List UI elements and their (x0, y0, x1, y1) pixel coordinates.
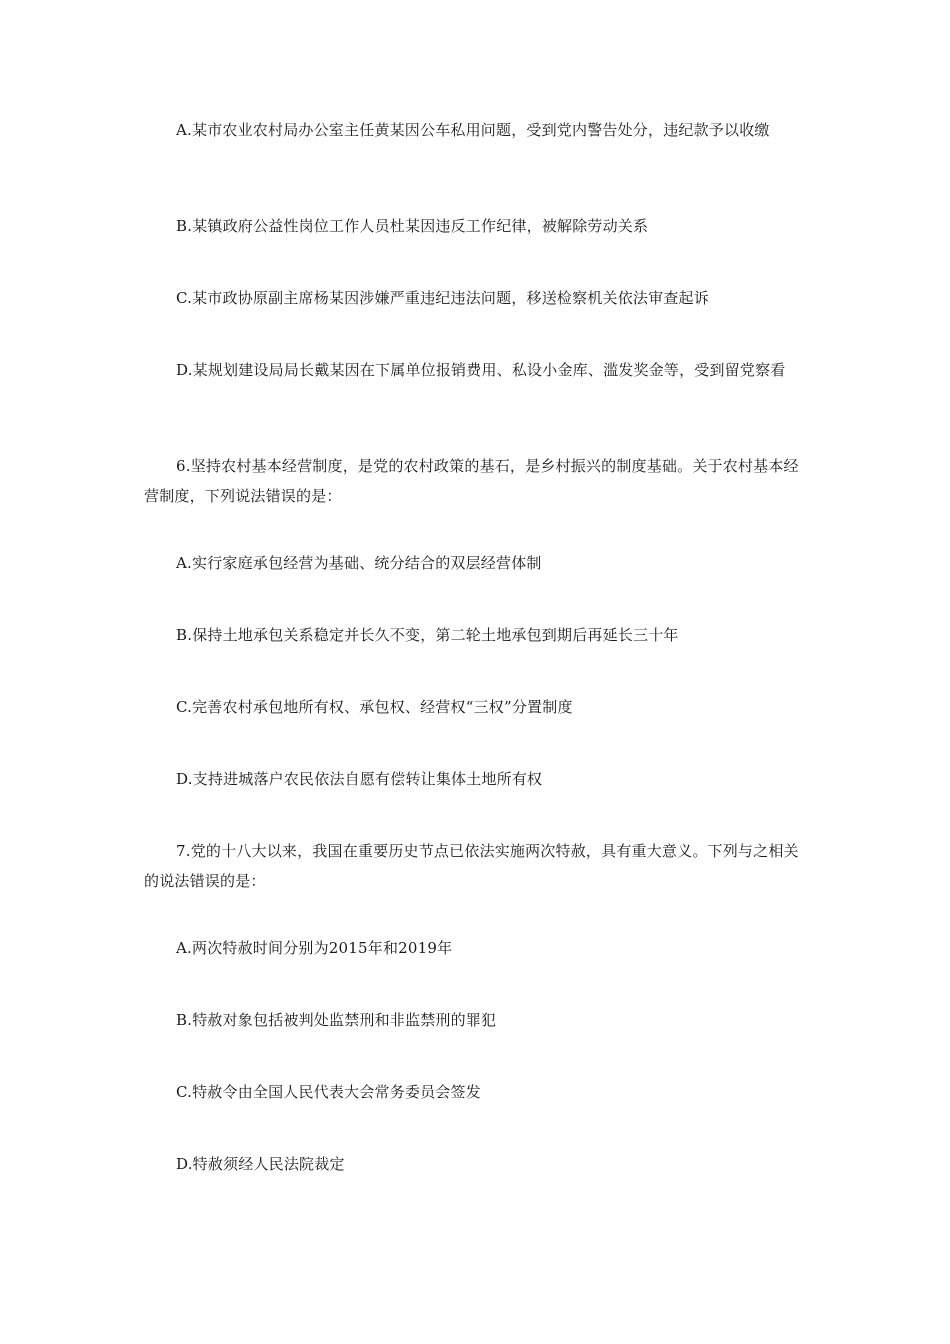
question-6: 6.坚持农村基本经营制度，是党的农村政策的基石，是乡村振兴的制度基础。关于农村基本经营制度，下列说法错误的是： (144, 457, 799, 505)
option-6a: A.实行家庭承包经营为基础、统分结合的双层经营体制 (176, 554, 542, 572)
option-6b: B.保持土地承包关系稳定并长久不变，第二轮土地承包到期后再延长三十年 (176, 626, 679, 644)
question-7: 7.党的十八大以来，我国在重要历史节点已依法实施两次特赦，具有重大意义。下列与之相关的说法错误的是： (144, 842, 799, 890)
option-5d: D.某规划建设局局长戴某因在下属单位报销费用、私设小金库、滥发奖金等，受到留党察看 (176, 361, 786, 379)
option-6c: C.完善农村承包地所有权、承包权、经营权“三权”分置制度 (176, 698, 573, 716)
option-6d: D.支持进城落户农民依法自愿有偿转让集体土地所有权 (176, 770, 543, 788)
option-7d: D.特赦须经人民法院裁定 (176, 1155, 345, 1173)
option-7a: A.两次特赦时间分别为2015年和2019年 (176, 939, 453, 957)
option-5b: B.某镇政府公益性岗位工作人员杜某因违反工作纪律，被解除劳动关系 (176, 217, 649, 235)
option-5c: C.某市政协原副主席杨某因涉嫌严重违纪违法问题，移送检察机关依法审查起诉 (176, 289, 709, 307)
option-7c: C.特赦令由全国人民代表大会常务委员会签发 (176, 1083, 481, 1101)
option-5a: A.某市农业农村局办公室主任黄某因公车私用问题，受到党内警告处分，违纪款予以收缴 (176, 121, 770, 139)
option-7b: B.特赦对象包括被判处监禁刑和非监禁刑的罪犯 (176, 1011, 497, 1029)
